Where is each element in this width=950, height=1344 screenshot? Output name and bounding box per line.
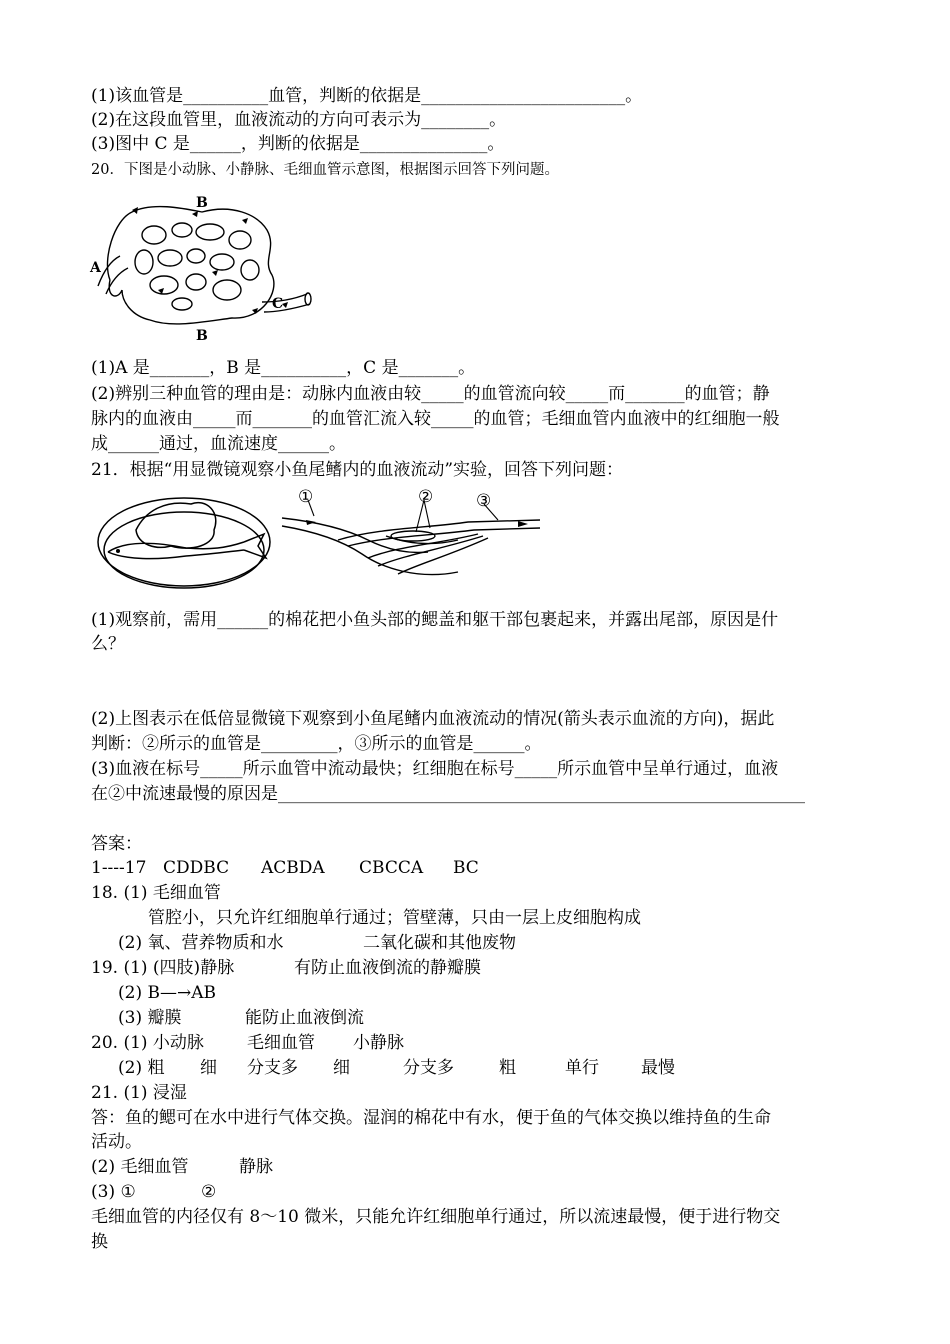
- answers-title: 答案：: [91, 834, 142, 854]
- label-a: A: [90, 260, 101, 276]
- q19-line-3: (3)图中 C 是______，判断的依据是_______________。: [91, 134, 505, 154]
- a19-1-part-2: 有防止血液倒流的静瓣膜: [294, 958, 481, 978]
- capillary-network-figure: [92, 190, 332, 345]
- a21-3-part-1: (3) ①: [91, 1182, 136, 1202]
- q20-line-3: 脉内的血液由_____而_______的血管汇流入较_____的血管；毛细血管内血液中的红细胞一般: [91, 409, 780, 429]
- a20-2-part-7: 单行: [565, 1058, 599, 1078]
- a19-3-part-1: (3) 瓣膜: [118, 1008, 182, 1028]
- a20-2-part-5: 分支多: [403, 1058, 454, 1078]
- mc-group-3: CBCCA: [359, 858, 424, 878]
- mc-range: 1----17: [91, 858, 147, 878]
- mc-answers-row: [91, 856, 479, 880]
- q21-line-5: (3)血液在标号_____所示血管中流动最快；红细胞在标号_____所示血管中呈单行通过，血液: [91, 759, 779, 779]
- q21-line-1: (1)观察前，需用______的棉花把小鱼头部的鳃盖和躯干部包裹起来，并露出尾部，原因是什: [91, 610, 779, 630]
- a20-1-part-3: 小静脉: [353, 1033, 404, 1053]
- a20-2-part-8: 最慢: [641, 1058, 675, 1078]
- a21-1-explanation-cont: 活动。: [91, 1132, 142, 1152]
- mc-group-1: CDDBC: [163, 858, 230, 878]
- a18-1-detail: 管腔小，只允许红细胞单行通过；管壁薄，只由一层上皮细胞构成: [148, 908, 641, 928]
- a19-3-part-2: 能防止血液倒流: [245, 1008, 364, 1028]
- a20-2-part-4: 细: [333, 1058, 350, 1078]
- q21-line-2: 么？: [91, 634, 125, 654]
- q19-line-2: (2)在这段血管里，血液流动的方向可表示为________。: [91, 110, 507, 130]
- a20-1-row: [91, 1031, 404, 1055]
- label-b-bottom: B: [196, 328, 208, 344]
- a21-2-part-1: (2) 毛细血管: [91, 1157, 189, 1177]
- a21-2-part-2: 静脉: [239, 1157, 273, 1177]
- label-3: ③: [476, 491, 492, 511]
- a21-1-explanation: 答：鱼的鳃可在水中进行气体交换。湿润的棉花中有水，便于鱼的气体交换以维持鱼的生命: [91, 1108, 771, 1128]
- a19-1-part-1: 19. (1) (四肢)静脉: [91, 958, 235, 978]
- a21-3-part-2: ②: [201, 1182, 217, 1202]
- q20-line-4: 成______通过，血流速度______。: [91, 434, 346, 454]
- q19-line-1: (1)该血管是__________血管，判断的依据是________________________。: [91, 86, 643, 106]
- a20-2-part-6: 粗: [499, 1058, 516, 1078]
- a20-2-row: [118, 1056, 675, 1080]
- mc-group-4: BC: [453, 858, 479, 878]
- a19-3-row: [118, 1006, 364, 1030]
- mc-group-2: ACBDA: [261, 858, 325, 878]
- a18-2-row: [118, 931, 516, 955]
- a19-2: (2) B—→AB: [118, 983, 216, 1003]
- a21-3-explanation: 毛细血管的内径仅有 8～10 微米，只能允许红细胞单行通过，所以流速最慢，便于进行物交: [91, 1207, 781, 1227]
- q20-intro: 20．下图是小动脉、小静脉、毛细血管示意图，根据图示回答下列问题。: [91, 162, 559, 178]
- a20-2-part-2: 细: [200, 1058, 217, 1078]
- q21-line-4: 判断：②所示的血管是_________，③所示的血管是______。: [91, 734, 542, 754]
- q20-line-2: (2)辨别三种血管的理由是：动脉内血液由较_____的血管流向较_____而_______的血管；静: [91, 384, 770, 404]
- a20-2-part-3: 分支多: [247, 1058, 298, 1078]
- fish-in-dish-figure: [96, 490, 276, 595]
- a20-1-part-1: 20. (1) 小动脉: [91, 1033, 204, 1053]
- label-1: ①: [298, 487, 314, 507]
- a19-1-row: [91, 956, 481, 980]
- a20-1-part-2: 毛细血管: [247, 1033, 315, 1053]
- a21-3-explanation-cont: 换: [91, 1232, 108, 1252]
- a18-2-part-2: 二氧化碳和其他废物: [363, 933, 516, 953]
- q21-intro: 21．根据“用显微镜观察小鱼尾鳍内的血液流动”实验，回答下列问题：: [91, 460, 624, 480]
- a18-2-part-1: (2) 氧、营养物质和水: [118, 933, 284, 953]
- tail-fin-vessels-figure: [278, 488, 546, 590]
- q20-line-1: (1)A 是_______，B 是__________，C 是_______。: [91, 358, 476, 378]
- a21-2-row: [91, 1155, 273, 1179]
- a18-1: 18. (1) 毛细血管: [91, 883, 221, 903]
- a20-2-part-1: (2) 粗: [118, 1058, 165, 1078]
- q21-line-6: 在②中流速最慢的原因是______________________________________________________________: [91, 784, 805, 804]
- a21-1: 21. (1) 浸湿: [91, 1083, 187, 1103]
- a21-3-row: [91, 1180, 216, 1204]
- label-2: ②: [418, 487, 434, 507]
- label-b-top: B: [196, 195, 208, 211]
- label-c: C: [272, 296, 284, 312]
- q21-line-3: (2)上图表示在低倍显微镜下观察到小鱼尾鳍内血液流动的情况(箭头表示血流的方向)，据此: [91, 709, 775, 729]
